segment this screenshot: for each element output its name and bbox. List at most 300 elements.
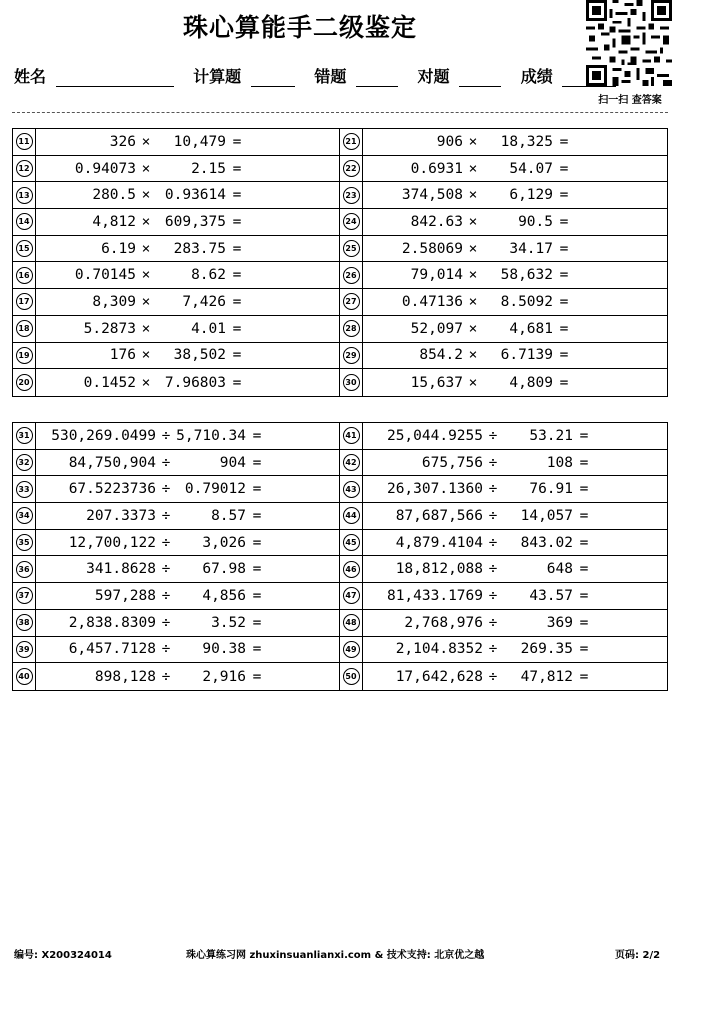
footer-code: 编号: X200324014 xyxy=(14,950,112,961)
operand-b: 34.17 xyxy=(509,240,553,257)
problem-cell[interactable] xyxy=(340,209,667,235)
problem-cell[interactable] xyxy=(340,289,667,315)
problem-cell[interactable] xyxy=(13,209,340,235)
operand-a: 52,097 xyxy=(410,320,463,337)
operand-op: ÷ xyxy=(488,534,498,551)
operand-eq: = xyxy=(579,481,589,498)
problem-number xyxy=(13,316,36,342)
operand-op: × xyxy=(468,240,478,257)
problem-number xyxy=(13,369,36,396)
operand-op: ÷ xyxy=(161,481,171,498)
problem-number-circle: 41 xyxy=(343,427,360,444)
problem-number-circle: 28 xyxy=(343,320,360,337)
problem-number-circle: 43 xyxy=(343,481,360,498)
problem-number-circle: 24 xyxy=(343,213,360,230)
problem-number xyxy=(13,610,36,636)
operand-b: 90.5 xyxy=(518,213,553,230)
problem-cell[interactable] xyxy=(340,369,667,396)
student-info-row xyxy=(14,64,584,90)
problem-cell[interactable] xyxy=(13,262,340,288)
operand-eq: = xyxy=(232,293,242,310)
problem-row xyxy=(13,663,667,690)
problem-row xyxy=(13,209,667,236)
operand-b: 648 xyxy=(546,561,573,578)
problem-number xyxy=(340,450,363,476)
operand-eq: = xyxy=(252,427,262,444)
operand-a: 79,014 xyxy=(410,267,463,284)
operand-b: 609,375 xyxy=(164,213,226,230)
operand-eq: = xyxy=(579,454,589,471)
operand-eq: = xyxy=(252,668,262,685)
operand-op: ÷ xyxy=(161,561,171,578)
problem-number xyxy=(13,450,36,476)
problem-cell[interactable] xyxy=(13,556,340,582)
problem-number xyxy=(340,129,363,155)
operand-op: ÷ xyxy=(488,481,498,498)
operand-eq: = xyxy=(232,374,242,391)
operand-b: 43.57 xyxy=(529,587,573,604)
operand-eq: = xyxy=(252,561,262,578)
operand-eq: = xyxy=(559,133,569,150)
problem-number xyxy=(340,637,363,663)
operand-b: 0.93614 xyxy=(164,187,226,204)
problem-row xyxy=(13,156,667,183)
problem-number-circle: 15 xyxy=(16,240,33,257)
problem-number xyxy=(340,289,363,315)
operand-b: 14,057 xyxy=(520,507,573,524)
qr-caption: 扫一扫 查答案 xyxy=(598,95,662,106)
problem-number xyxy=(13,209,36,235)
problem-expression xyxy=(36,289,248,315)
problem-cell[interactable] xyxy=(13,583,340,609)
operand-a: 374,508 xyxy=(401,187,463,204)
operand-a: 842.63 xyxy=(410,213,463,230)
problem-expression xyxy=(363,236,575,262)
problem-cell[interactable] xyxy=(13,129,340,155)
operand-op: × xyxy=(468,213,478,230)
operand-op: ÷ xyxy=(488,507,498,524)
problem-number-circle: 21 xyxy=(343,133,360,150)
qr-code-icon[interactable] xyxy=(586,0,672,86)
problem-row xyxy=(13,236,667,263)
operand-op: ÷ xyxy=(161,641,171,658)
operand-b: 8.62 xyxy=(191,267,226,284)
problem-expression xyxy=(36,530,268,556)
operand-b: 47,812 xyxy=(520,668,573,685)
problem-number xyxy=(13,637,36,663)
problem-expression xyxy=(363,503,595,529)
problem-number xyxy=(340,182,363,208)
problem-number-circle: 30 xyxy=(343,374,360,391)
problem-number xyxy=(13,262,36,288)
operand-b: 58,632 xyxy=(500,267,553,284)
operand-eq: = xyxy=(579,561,589,578)
problem-expression xyxy=(363,369,575,396)
operand-eq: = xyxy=(559,213,569,230)
problem-number xyxy=(340,343,363,369)
problem-number-circle: 12 xyxy=(16,160,33,177)
problem-number xyxy=(340,610,363,636)
operand-eq: = xyxy=(232,160,242,177)
operand-eq: = xyxy=(579,427,589,444)
operand-eq: = xyxy=(559,347,569,364)
problem-expression xyxy=(363,637,595,663)
problem-row xyxy=(13,503,667,530)
problem-expression xyxy=(36,129,248,155)
operand-op: ÷ xyxy=(488,614,498,631)
problem-expression xyxy=(36,450,268,476)
problem-number-circle: 34 xyxy=(16,507,33,524)
operand-eq: = xyxy=(252,507,262,524)
operand-b: 3.52 xyxy=(211,614,246,631)
problem-expression xyxy=(363,182,575,208)
problem-expression xyxy=(36,423,268,449)
dashed-divider xyxy=(12,112,668,113)
problem-expression xyxy=(363,129,575,155)
operand-b: 67.98 xyxy=(202,561,246,578)
problem-row xyxy=(13,450,667,477)
problem-cell[interactable] xyxy=(13,503,340,529)
right-field[interactable] xyxy=(459,68,501,87)
problem-number xyxy=(13,343,36,369)
problem-cell[interactable] xyxy=(340,316,667,342)
problem-expression xyxy=(36,476,268,502)
problem-number xyxy=(340,236,363,262)
problem-expression xyxy=(363,476,595,502)
division-section xyxy=(12,422,668,691)
operand-eq: = xyxy=(559,240,569,257)
operand-eq: = xyxy=(232,133,242,150)
operand-b: 269.35 xyxy=(520,641,573,658)
problem-cell[interactable] xyxy=(13,316,340,342)
problem-number xyxy=(340,316,363,342)
operand-a: 2,104.8352 xyxy=(395,641,483,658)
operand-a: 87,687,566 xyxy=(395,507,483,524)
problem-cell[interactable] xyxy=(13,182,340,208)
problem-number-circle: 48 xyxy=(343,614,360,631)
problem-cell[interactable] xyxy=(13,343,340,369)
problem-number-circle: 16 xyxy=(16,267,33,284)
problem-number-circle: 25 xyxy=(343,240,360,257)
problem-number-circle: 49 xyxy=(343,641,360,658)
problem-cell[interactable] xyxy=(13,423,340,449)
problem-cell[interactable] xyxy=(13,450,340,476)
problem-cell[interactable] xyxy=(340,663,667,690)
problem-number xyxy=(13,476,36,502)
operand-eq: = xyxy=(579,587,589,604)
problem-cell[interactable] xyxy=(340,476,667,502)
operand-op: × xyxy=(141,320,151,337)
operand-b: 76.91 xyxy=(529,481,573,498)
wrong-label: 错题 xyxy=(314,67,347,86)
problem-cell[interactable] xyxy=(13,530,340,556)
operand-b: 4,856 xyxy=(202,587,246,604)
problem-cell[interactable] xyxy=(13,236,340,262)
operand-b: 4,681 xyxy=(509,320,553,337)
problem-number-circle: 18 xyxy=(16,320,33,337)
footer-page: 页码: 2/2 xyxy=(615,950,661,961)
operand-op: ÷ xyxy=(161,427,171,444)
operand-eq: = xyxy=(579,668,589,685)
problem-number-circle: 32 xyxy=(16,454,33,471)
operand-a: 6,457.7128 xyxy=(68,641,156,658)
problem-row xyxy=(13,182,667,209)
operand-op: × xyxy=(468,347,478,364)
problem-number-circle: 23 xyxy=(343,187,360,204)
operand-op: ÷ xyxy=(161,507,171,524)
problem-cell[interactable] xyxy=(340,343,667,369)
problem-expression xyxy=(363,530,595,556)
problem-number xyxy=(13,530,36,556)
multiplication-section xyxy=(12,128,668,397)
problem-cell[interactable] xyxy=(340,423,667,449)
score-label: 成绩 xyxy=(520,67,553,86)
operand-op: × xyxy=(468,133,478,150)
problem-cell[interactable] xyxy=(340,262,667,288)
operand-eq: = xyxy=(579,614,589,631)
problem-number xyxy=(13,583,36,609)
problem-cell[interactable] xyxy=(13,663,340,690)
problem-number xyxy=(340,209,363,235)
operand-eq: = xyxy=(232,267,242,284)
problem-expression xyxy=(363,423,595,449)
operand-op: × xyxy=(468,187,478,204)
problem-cell[interactable] xyxy=(13,289,340,315)
problem-number-circle: 40 xyxy=(16,668,33,685)
problem-number xyxy=(340,530,363,556)
operand-b: 10,479 xyxy=(173,133,226,150)
problem-expression xyxy=(363,262,575,288)
operand-op: × xyxy=(141,213,151,230)
right-label: 对题 xyxy=(417,67,450,86)
operand-op: ÷ xyxy=(161,454,171,471)
problem-expression xyxy=(36,663,268,690)
problem-cell[interactable] xyxy=(340,503,667,529)
problem-number-circle: 31 xyxy=(16,427,33,444)
problem-cell[interactable] xyxy=(13,476,340,502)
problem-expression xyxy=(363,209,575,235)
problem-number xyxy=(340,476,363,502)
operand-a: 530,269.0499 xyxy=(51,427,156,444)
operand-a: 2.58069 xyxy=(401,240,463,257)
operand-a: 84,750,904 xyxy=(68,454,156,471)
operand-op: ÷ xyxy=(488,641,498,658)
problem-number xyxy=(340,583,363,609)
operand-b: 54.07 xyxy=(509,160,553,177)
operand-op: × xyxy=(141,187,151,204)
problem-expression xyxy=(36,343,248,369)
operand-a: 854.2 xyxy=(419,347,463,364)
operand-a: 2,768,976 xyxy=(404,614,483,631)
problem-number xyxy=(340,556,363,582)
operand-b: 8.57 xyxy=(211,507,246,524)
problem-row xyxy=(13,583,667,610)
footer-site: 珠心算练习网 zhuxinsuanlianxi.com & 技术支持: 北京优之越 xyxy=(186,950,485,961)
problem-row xyxy=(13,343,667,370)
problem-expression xyxy=(363,343,575,369)
operand-op: × xyxy=(141,240,151,257)
problem-number xyxy=(13,156,36,182)
problem-cell[interactable] xyxy=(340,637,667,663)
problem-number-circle: 47 xyxy=(343,587,360,604)
operand-a: 0.94073 xyxy=(74,160,136,177)
problem-expression xyxy=(363,156,575,182)
problem-row xyxy=(13,610,667,637)
operand-op: ÷ xyxy=(161,614,171,631)
operand-a: 15,637 xyxy=(410,374,463,391)
operand-eq: = xyxy=(232,347,242,364)
problem-number xyxy=(340,156,363,182)
operand-eq: = xyxy=(559,293,569,310)
problem-number xyxy=(13,503,36,529)
problem-cell[interactable] xyxy=(13,637,340,663)
problem-row xyxy=(13,637,667,664)
operand-op: × xyxy=(468,320,478,337)
problem-cell[interactable] xyxy=(340,556,667,582)
problem-number xyxy=(340,663,363,690)
problem-expression xyxy=(363,556,595,582)
problem-number xyxy=(13,236,36,262)
operand-op: ÷ xyxy=(488,454,498,471)
problem-row xyxy=(13,556,667,583)
problem-number-circle: 11 xyxy=(16,133,33,150)
problem-number-circle: 19 xyxy=(16,347,33,364)
operand-eq: = xyxy=(579,534,589,551)
problem-row xyxy=(13,262,667,289)
calc-field[interactable] xyxy=(251,68,295,87)
problem-row xyxy=(13,316,667,343)
operand-b: 2,916 xyxy=(202,668,246,685)
operand-b: 6.7139 xyxy=(500,347,553,364)
problem-row xyxy=(13,129,667,156)
problem-number-circle: 17 xyxy=(16,293,33,310)
problem-cell[interactable] xyxy=(340,530,667,556)
operand-eq: = xyxy=(559,187,569,204)
problem-expression xyxy=(363,610,595,636)
operand-b: 38,502 xyxy=(173,347,226,364)
operand-a: 341.8628 xyxy=(86,561,156,578)
problem-number xyxy=(340,503,363,529)
operand-b: 18,325 xyxy=(500,133,553,150)
operand-a: 675,756 xyxy=(421,454,483,471)
problem-number-circle: 37 xyxy=(16,587,33,604)
operand-eq: = xyxy=(579,507,589,524)
wrong-field[interactable] xyxy=(356,68,398,87)
operand-eq: = xyxy=(252,614,262,631)
problem-number-circle: 46 xyxy=(343,561,360,578)
operand-a: 6.19 xyxy=(101,240,136,257)
problem-row xyxy=(13,476,667,503)
problem-number-circle: 35 xyxy=(16,534,33,551)
operand-b: 904 xyxy=(219,454,246,471)
operand-op: ÷ xyxy=(488,587,498,604)
problem-expression xyxy=(36,610,268,636)
operand-b: 7,426 xyxy=(182,293,226,310)
operand-eq: = xyxy=(559,267,569,284)
name-field[interactable] xyxy=(56,68,174,87)
problem-number-circle: 14 xyxy=(16,213,33,230)
problem-number-circle: 26 xyxy=(343,267,360,284)
problem-cell[interactable] xyxy=(340,156,667,182)
problem-expression xyxy=(363,316,575,342)
operand-a: 0.6931 xyxy=(410,160,463,177)
problem-expression xyxy=(363,583,595,609)
problem-cell[interactable] xyxy=(13,610,340,636)
operand-op: ÷ xyxy=(161,534,171,551)
problem-cell[interactable] xyxy=(340,610,667,636)
operand-a: 280.5 xyxy=(92,187,136,204)
problem-cell[interactable] xyxy=(340,450,667,476)
operand-a: 597,288 xyxy=(94,587,156,604)
operand-a: 18,812,088 xyxy=(395,561,483,578)
calc-label: 计算题 xyxy=(193,67,242,86)
operand-a: 326 xyxy=(109,133,136,150)
operand-op: ÷ xyxy=(488,668,498,685)
operand-eq: = xyxy=(232,213,242,230)
problem-expression xyxy=(363,289,575,315)
operand-op: × xyxy=(468,374,478,391)
problem-row xyxy=(13,289,667,316)
problem-cell[interactable] xyxy=(13,156,340,182)
operand-a: 67.5223736 xyxy=(68,481,156,498)
operand-a: 17,642,628 xyxy=(395,668,483,685)
problem-number-circle: 22 xyxy=(343,160,360,177)
operand-eq: = xyxy=(252,534,262,551)
operand-a: 207.3373 xyxy=(86,507,156,524)
operand-op: × xyxy=(141,160,151,177)
operand-b: 2.15 xyxy=(191,160,226,177)
problem-cell[interactable] xyxy=(340,129,667,155)
operand-op: ÷ xyxy=(488,427,498,444)
problem-expression xyxy=(36,236,248,262)
problem-number xyxy=(13,182,36,208)
operand-b: 4,809 xyxy=(509,374,553,391)
problem-cell[interactable] xyxy=(340,236,667,262)
operand-a: 2,838.8309 xyxy=(68,614,156,631)
problem-number xyxy=(340,369,363,396)
problem-number-circle: 42 xyxy=(343,454,360,471)
operand-eq: = xyxy=(559,320,569,337)
operand-op: × xyxy=(468,160,478,177)
operand-b: 4.01 xyxy=(191,320,226,337)
operand-b: 3,026 xyxy=(202,534,246,551)
problem-cell[interactable] xyxy=(13,369,340,396)
operand-a: 0.70145 xyxy=(74,267,136,284)
operand-op: ÷ xyxy=(488,561,498,578)
problem-expression xyxy=(36,556,268,582)
problem-expression xyxy=(363,450,595,476)
problem-row xyxy=(13,369,667,396)
operand-op: × xyxy=(468,267,478,284)
problem-row xyxy=(13,423,667,450)
operand-op: × xyxy=(141,293,151,310)
operand-op: × xyxy=(468,293,478,310)
operand-eq: = xyxy=(252,641,262,658)
problem-cell[interactable] xyxy=(340,583,667,609)
operand-op: × xyxy=(141,267,151,284)
problem-number-circle: 50 xyxy=(343,668,360,685)
problem-number xyxy=(340,423,363,449)
operand-a: 0.1452 xyxy=(83,374,136,391)
operand-op: × xyxy=(141,133,151,150)
operand-a: 81,433.1769 xyxy=(386,587,483,604)
operand-eq: = xyxy=(559,374,569,391)
operand-a: 12,700,122 xyxy=(68,534,156,551)
problem-cell[interactable] xyxy=(340,182,667,208)
operand-a: 25,044.9255 xyxy=(386,427,483,444)
problem-number-circle: 13 xyxy=(16,187,33,204)
problem-expression xyxy=(36,503,268,529)
